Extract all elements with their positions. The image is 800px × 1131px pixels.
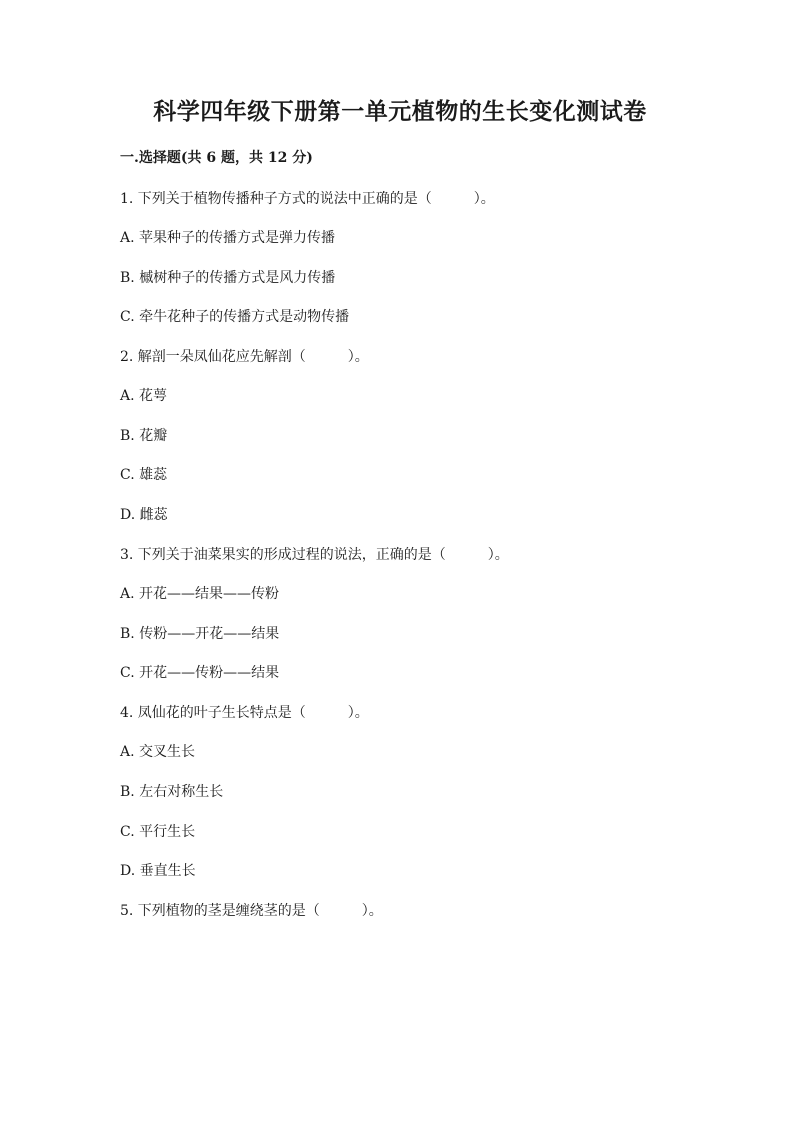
question-4-option-b: B. 左右对称生长 (120, 784, 224, 800)
question-3-option-c: C. 开花——传粉——结果 (120, 665, 280, 681)
page-title: 科学四年级下册第一单元植物的生长变化测试卷 (153, 98, 647, 125)
question-2-option-a: A. 花萼 (120, 388, 168, 404)
question-2-option-c: C. 雄蕊 (120, 467, 168, 483)
question-2-option-b: B. 花瓣 (120, 428, 168, 444)
question-2-stem: 2. 解剖一朵凤仙花应先解剖（ ）。 (120, 349, 369, 365)
question-3-option-b: B. 传粉——开花——结果 (120, 626, 280, 642)
question-4-option-c: C. 平行生长 (120, 824, 196, 840)
question-1-stem: 1. 下列关于植物传播种子方式的说法中正确的是（ ）。 (120, 191, 495, 207)
question-3-stem: 3. 下列关于油菜果实的形成过程的说法，正确的是（ ）。 (120, 547, 509, 563)
question-1-option-a: A. 苹果种子的传播方式是弹力传播 (120, 230, 336, 246)
question-4-stem: 4. 凤仙花的叶子生长特点是（ ）。 (120, 705, 369, 721)
question-3-option-a: A. 开花——结果——传粉 (120, 586, 280, 602)
question-1-option-c: C. 牵牛花种子的传播方式是动物传播 (120, 309, 350, 325)
section-heading: 一.选择题(共 6 题，共 12 分) (120, 150, 313, 166)
question-4-option-d: D. 垂直生长 (120, 863, 196, 879)
question-5-stem: 5. 下列植物的茎是缠绕茎的是（ ）。 (120, 903, 383, 919)
question-2-option-d: D. 雌蕊 (120, 507, 168, 523)
question-4-option-a: A. 交叉生长 (120, 744, 196, 760)
question-1-option-b: B. 槭树种子的传播方式是风力传播 (120, 270, 336, 286)
